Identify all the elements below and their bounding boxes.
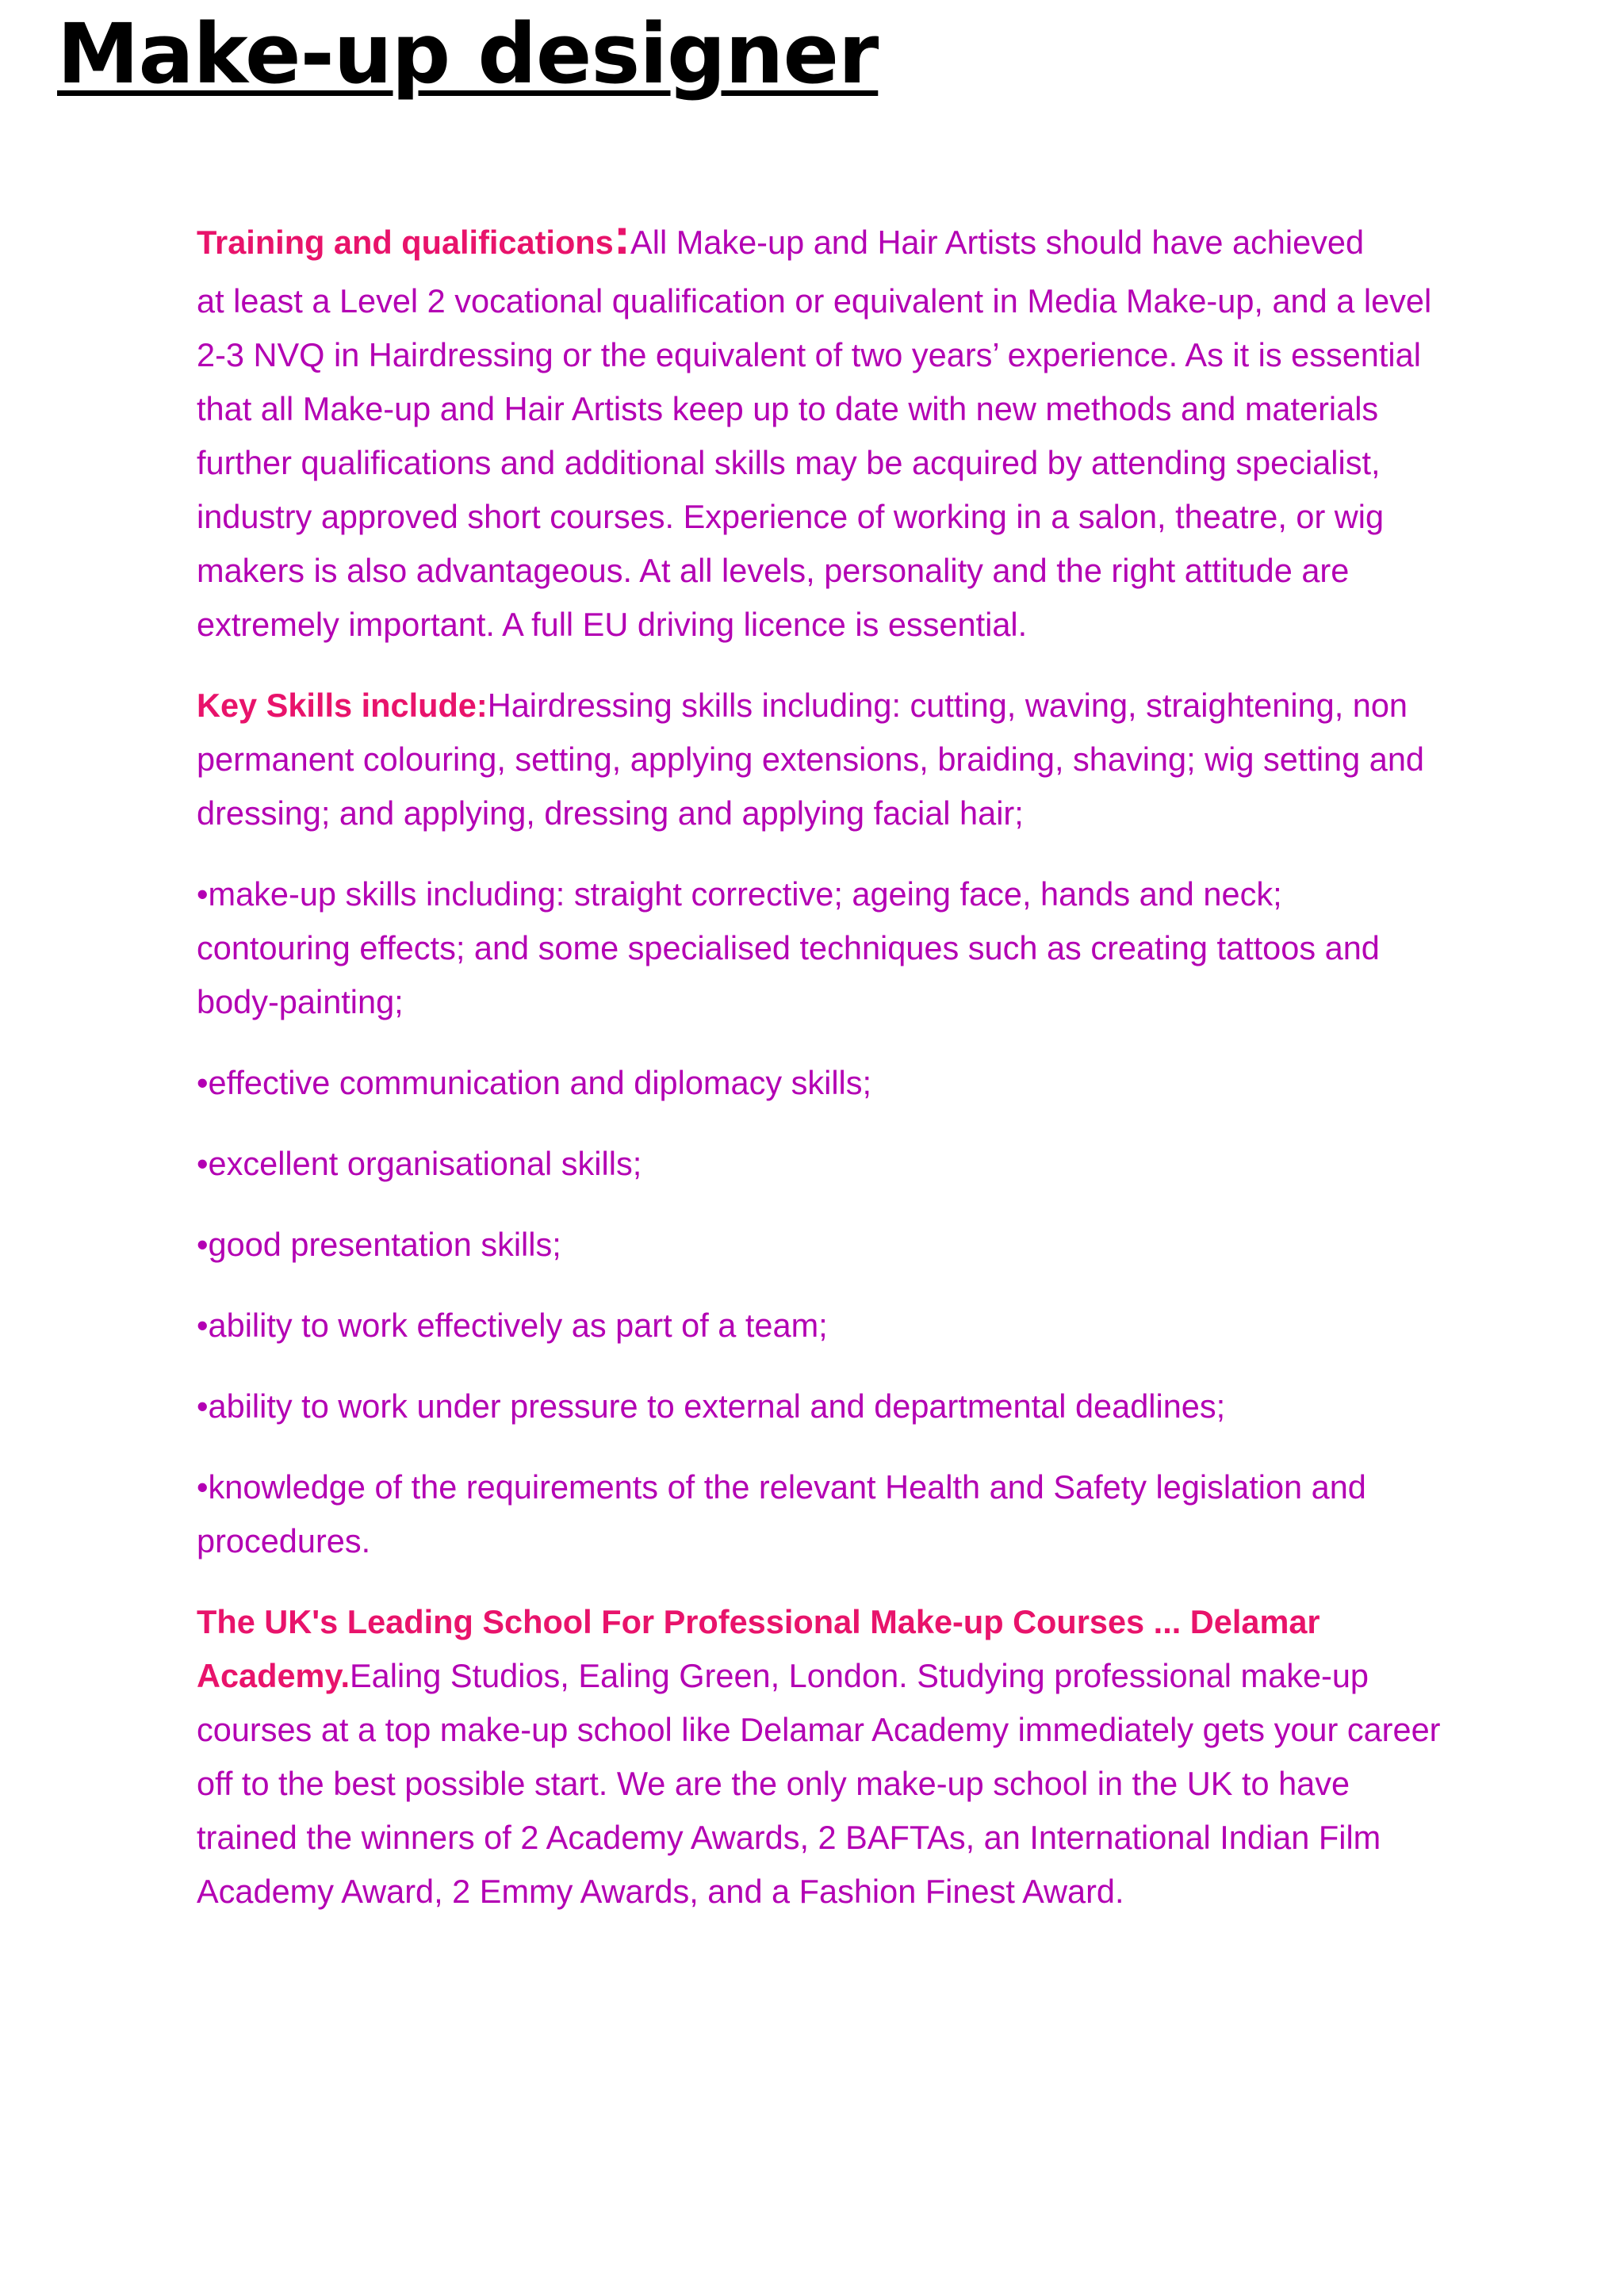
skill-bullet-makeup: •make-up skills including: straight corrective; ageing face, hands and neck; contouring effects; and some specialised techniques such as creating tattoos and body-painting; <box>197 875 1380 1020</box>
skills-body: Hairdressing skills including: cutting, waving, straightening, non permanent colouring, setting, applying extensions, braiding, shaving; wig setting and dressing; and applying, dressing and applying facial hair; <box>197 687 1424 832</box>
skill-bullet-presentation: •good presentation skills; <box>197 1226 561 1263</box>
skill-bullet-communication: •effective communication and diplomacy skills; <box>197 1064 872 1101</box>
skill-bullet-pressure: •ability to work under pressure to external and departmental deadlines; <box>197 1387 1226 1425</box>
skills-paragraph <box>197 679 1442 840</box>
school-heading: The UK's Leading School For Professional Make-up Courses ... Delamar Academy. <box>197 1603 1320 1694</box>
skill-bullet-health-safety: •knowledge of the requirements of the relevant Health and Safety legislation and procedures. <box>197 1468 1366 1559</box>
document-body <box>197 208 1442 1946</box>
skill-bullet-teamwork: •ability to work effectively as part of a team; <box>197 1307 828 1344</box>
skills-heading: Key Skills include: <box>197 687 488 724</box>
skill-bullet-organisation: •excellent organisational skills; <box>197 1145 642 1182</box>
training-heading-colon: : <box>613 208 631 265</box>
training-body: at least a Level 2 vocational qualification or equivalent in Media Make-up, and a level 2-3 NVQ in Hairdressing or the equivalent of two years’ experience. As it is essential that all Make-up and Hair Artists keep up to date with new methods and materials further qualifications and additional skills may be acquired by attending specialist, industry approved short courses. Experience of working in a salon, theatre, or wig makers is also advantageous. At all levels, personality and the right attitude are extremely important. A full EU driving licence is essential. <box>197 282 1432 643</box>
training-first-line-text: All Make-up and Hair Artists should have achieved <box>630 224 1365 261</box>
training-first-line <box>197 208 1442 274</box>
school-body: Ealing Studios, Ealing Green, London. Studying professional make-up courses at a top make-up school like Delamar Academy immediately gets your career off to the best possible start. We are the only make-up school in the UK to have trained the winners of 2 Academy Awards, 2 BAFTAs, an International Indian Film Academy Award, 2 Emmy Awards, and a Fashion Finest Award. <box>197 1657 1441 1910</box>
training-paragraph <box>197 208 1442 652</box>
training-heading: Training and qualifications <box>197 224 614 261</box>
page-title: Make-up designer <box>57 6 879 102</box>
school-paragraph <box>197 1595 1442 1919</box>
